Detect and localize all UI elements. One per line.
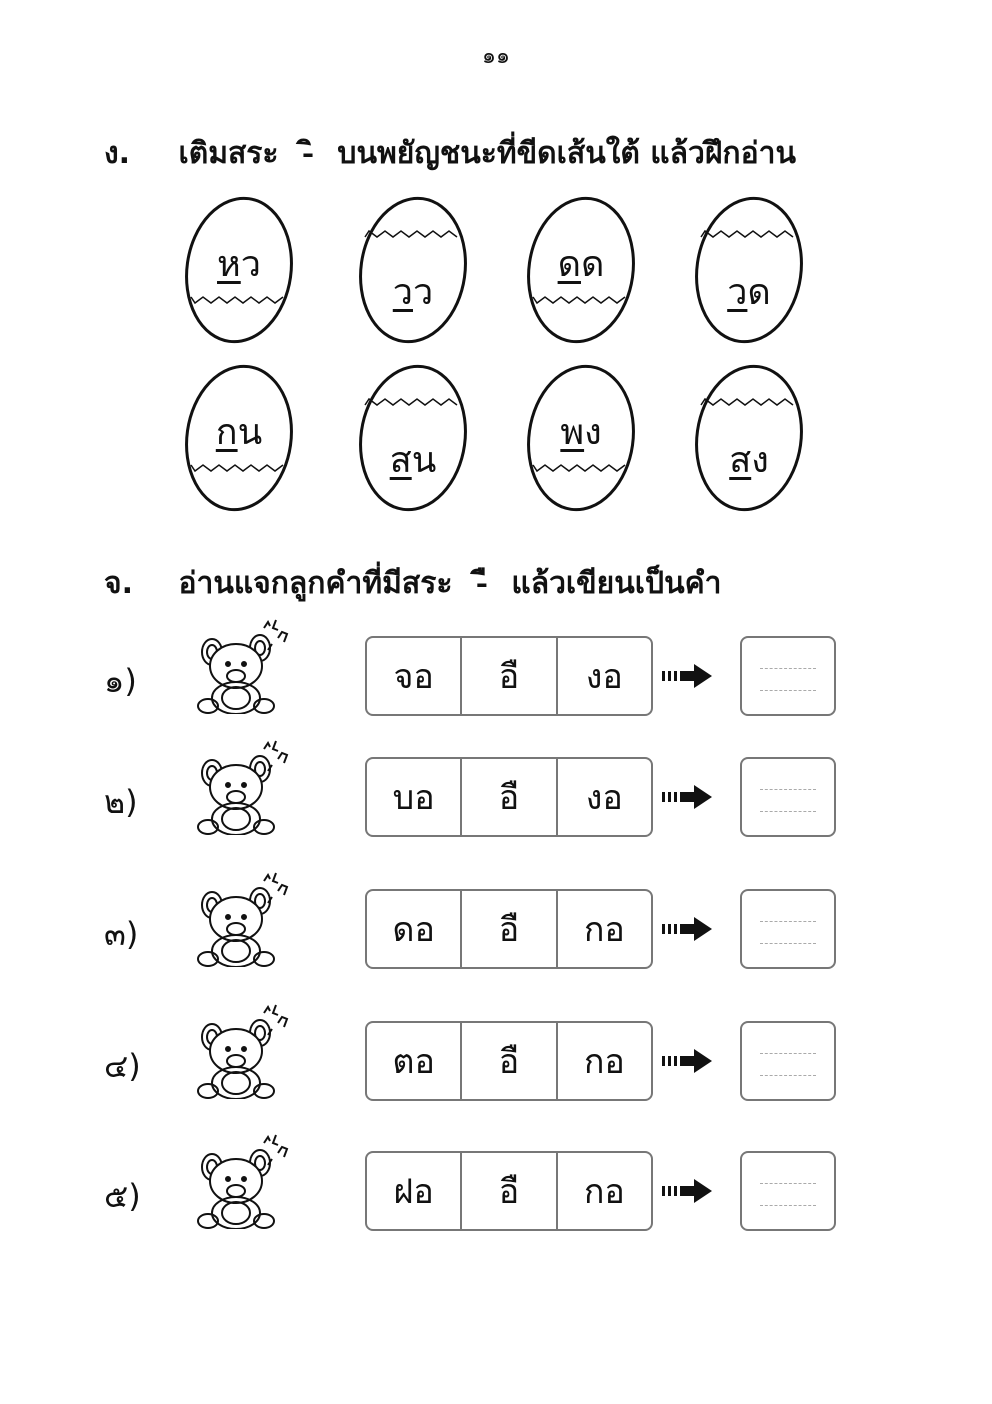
final-cell: งอ [556,759,651,835]
writing-line [760,1183,816,1184]
consonant-cell: บอ [392,778,435,818]
vowel-cell: อื [460,1023,555,1099]
row-number: ๓) [104,915,139,953]
writing-line [760,811,816,812]
writing-line [760,1053,816,1054]
consonant-cell: จอ [393,657,434,697]
bear-music-icon [190,867,300,967]
writing-line [760,1075,816,1076]
syllable-box [365,889,653,969]
arrow-right-icon [662,1048,714,1074]
writing-line [760,668,816,669]
writing-line [760,943,816,944]
egg-word [693,363,805,513]
answer-box[interactable] [740,1151,836,1231]
egg-word-text: พง [560,412,602,453]
writing-line [760,1205,816,1206]
final-cell: กอ [556,1023,651,1099]
writing-line [760,921,816,922]
syllable-box [365,1151,653,1231]
egg-word [525,195,637,345]
arrow-right-icon [662,663,714,689]
final-cell: กอ [556,891,651,967]
egg-word [357,363,469,513]
egg-word [357,195,469,345]
consonant-cell: ฝอ [393,1172,434,1212]
section-label: จ. [104,566,133,601]
row-number: ๔) [104,1047,141,1085]
syllable-box [365,1021,653,1101]
writing-line [760,789,816,790]
arrow-right-icon [662,1178,714,1204]
section-label: ง. [104,136,131,171]
consonant-cell: ตอ [392,1042,435,1082]
egg-word [693,195,805,345]
bear-music-icon [190,614,300,714]
bear-music-icon [190,1129,300,1229]
egg-word-text: วว [392,272,434,313]
instruction-text: บนพยัญชนะที่ขีดเส้นใต้ แล้วฝึกอ่าน [337,136,796,171]
egg-word-text: กน [215,412,263,453]
arrow-right-icon [662,784,714,810]
answer-box[interactable] [740,636,836,716]
vowel-symbol: - [476,566,487,601]
writing-line [760,690,816,691]
vowel-cell: อื [460,638,555,714]
row-number: ๑) [104,662,137,700]
final-cell: งอ [556,638,651,714]
syllable-box [365,757,653,837]
answer-box[interactable] [740,889,836,969]
vowel-cell: อื [460,1153,555,1229]
row-number: ๒) [104,783,138,821]
bear-music-icon [190,735,300,835]
section-d-heading [104,130,796,177]
egg-word [525,363,637,513]
section-e-heading [104,560,722,607]
row-number: ๕) [104,1177,141,1215]
instruction-text: เติมสระ [178,136,279,171]
egg-word-text: สง [729,440,769,481]
answer-box[interactable] [740,1021,836,1101]
vowel-symbol: - [302,136,313,171]
instruction-text: อ่านแจกลูกคำที่มีสระ [178,566,453,601]
instruction-text: แล้วเขียนเป็นคำ [511,566,722,601]
egg-word-text: ดด [557,244,605,285]
answer-box[interactable] [740,757,836,837]
egg-word [183,363,295,513]
vowel-cell: อื [460,891,555,967]
egg-word-text: หว [217,244,261,285]
page-number: ๑๑ [482,44,510,69]
egg-word-text: สน [389,440,437,481]
arrow-right-icon [662,916,714,942]
consonant-cell: ดอ [392,910,435,950]
bear-music-icon [190,999,300,1099]
final-cell: กอ [556,1153,651,1229]
vowel-cell: อื [460,759,555,835]
egg-word-text: วด [727,272,771,313]
syllable-box [365,636,653,716]
egg-word [183,195,295,345]
